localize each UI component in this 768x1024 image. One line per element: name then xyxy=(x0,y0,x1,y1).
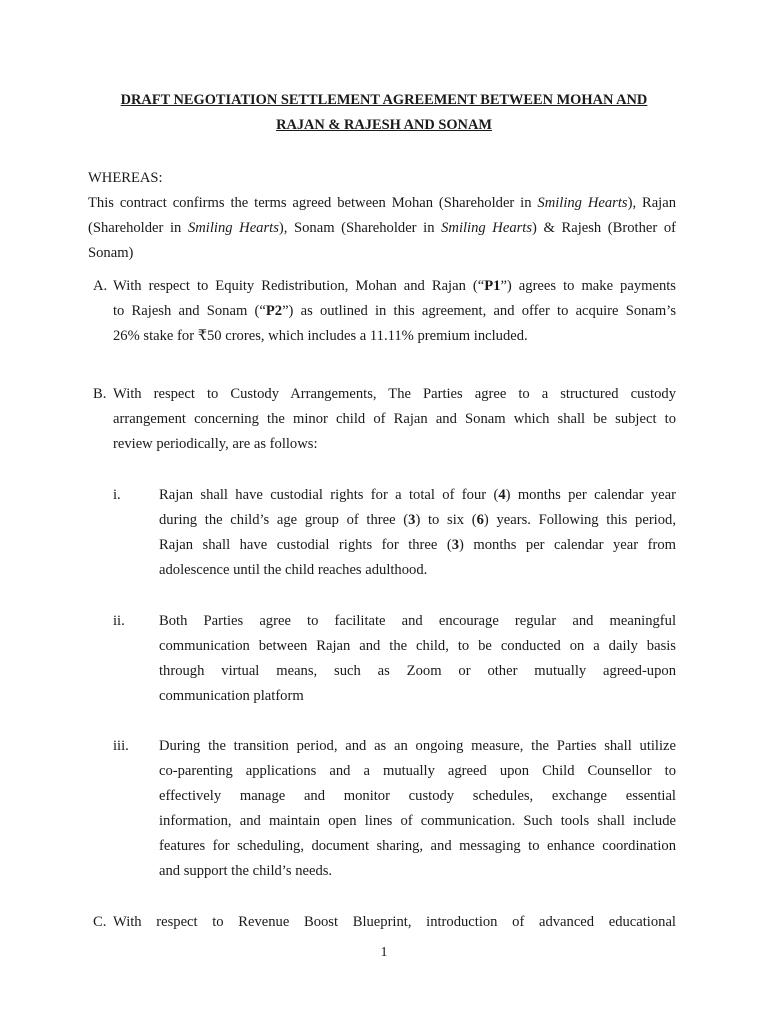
page-number: 1 xyxy=(380,945,388,960)
subclause-iii-text: During the transition period, and as an ongoing measure, the Parties shall utilize co-parenting applications and a mutually agreed upon Child Counsellor to effectively manage and monitor custody schedules, exchange essential information, and maintain open lines of communication. Such tools shall include features for scheduling, document sharing, and messaging to enhance coordination and support the child’s needs. xyxy=(159,738,676,879)
subclause-ii-text: Both Parties agree to facilitate and encourage regular and meaningful communication between Rajan and the child, to be conducted on a daily basis through virtual means, such as Zoom or other mutually agreed-upon communication platform xyxy=(159,613,676,704)
intro-line-1: This contract confirms the terms agreed between Mohan (Shareholder in Smiling Hearts), Rajan xyxy=(88,195,677,211)
intro-line-2: (Shareholder in Smiling Hearts), Sonam (Shareholder in Smiling Hearts) & Rajesh (Brother of xyxy=(88,220,677,236)
clause-c-text: With respect to Revenue Boost Blueprint, introduction of advanced educational xyxy=(113,914,676,930)
company-name: Smiling Hearts xyxy=(187,220,279,236)
p2-label: P2 xyxy=(265,303,283,319)
document-title xyxy=(88,88,680,138)
clause-b-text: With respect to Custody Arrangements, The Parties agree to a structured custody arrangement concerning the minor child of Rajan and Sonam which shall be subject to review periodically, are as follows: xyxy=(113,386,676,452)
subclause-i-text: Rajan shall have custodial rights for a total of four (4) months per calendar year during the child’s age group of three (3) to six (6) years. Following this period, Rajan shall have custodial rights for three (3) months per calendar year from adolescence until the child reaches adulthood. xyxy=(159,487,676,578)
clause-a-text: With respect to Equity Redistribution, Mohan and Rajan (“P1”) agrees to make payments to Rajesh and Sonam (“P2”) as outlined in this agreement, and offer to acquire Sonam’s 26% stake for ₹50 crores, which includes a 11.11% premium included. xyxy=(113,278,676,344)
subclause-i-marker: i. xyxy=(113,487,121,503)
clause-c-marker: C. xyxy=(93,914,107,930)
intro-section xyxy=(88,166,676,266)
title-line-2: RAJAN & RAJESH AND SONAM xyxy=(276,117,492,133)
subclause-iii-marker: iii. xyxy=(113,738,129,754)
clause-b-marker: B. xyxy=(93,386,107,402)
clause-a-marker: A. xyxy=(93,278,108,294)
subclause-ii-marker: ii. xyxy=(113,613,125,629)
title-line-1: DRAFT NEGOTIATION SETTLEMENT AGREEMENT BETWEEN MOHAN AND xyxy=(120,92,648,108)
company-name: Smiling Hearts xyxy=(537,195,628,211)
p1-label: P1 xyxy=(484,278,501,294)
company-name: Smiling Hearts xyxy=(441,220,533,236)
intro-line-3: Sonam) xyxy=(88,245,134,261)
whereas-heading: WHEREAS: xyxy=(88,170,163,186)
